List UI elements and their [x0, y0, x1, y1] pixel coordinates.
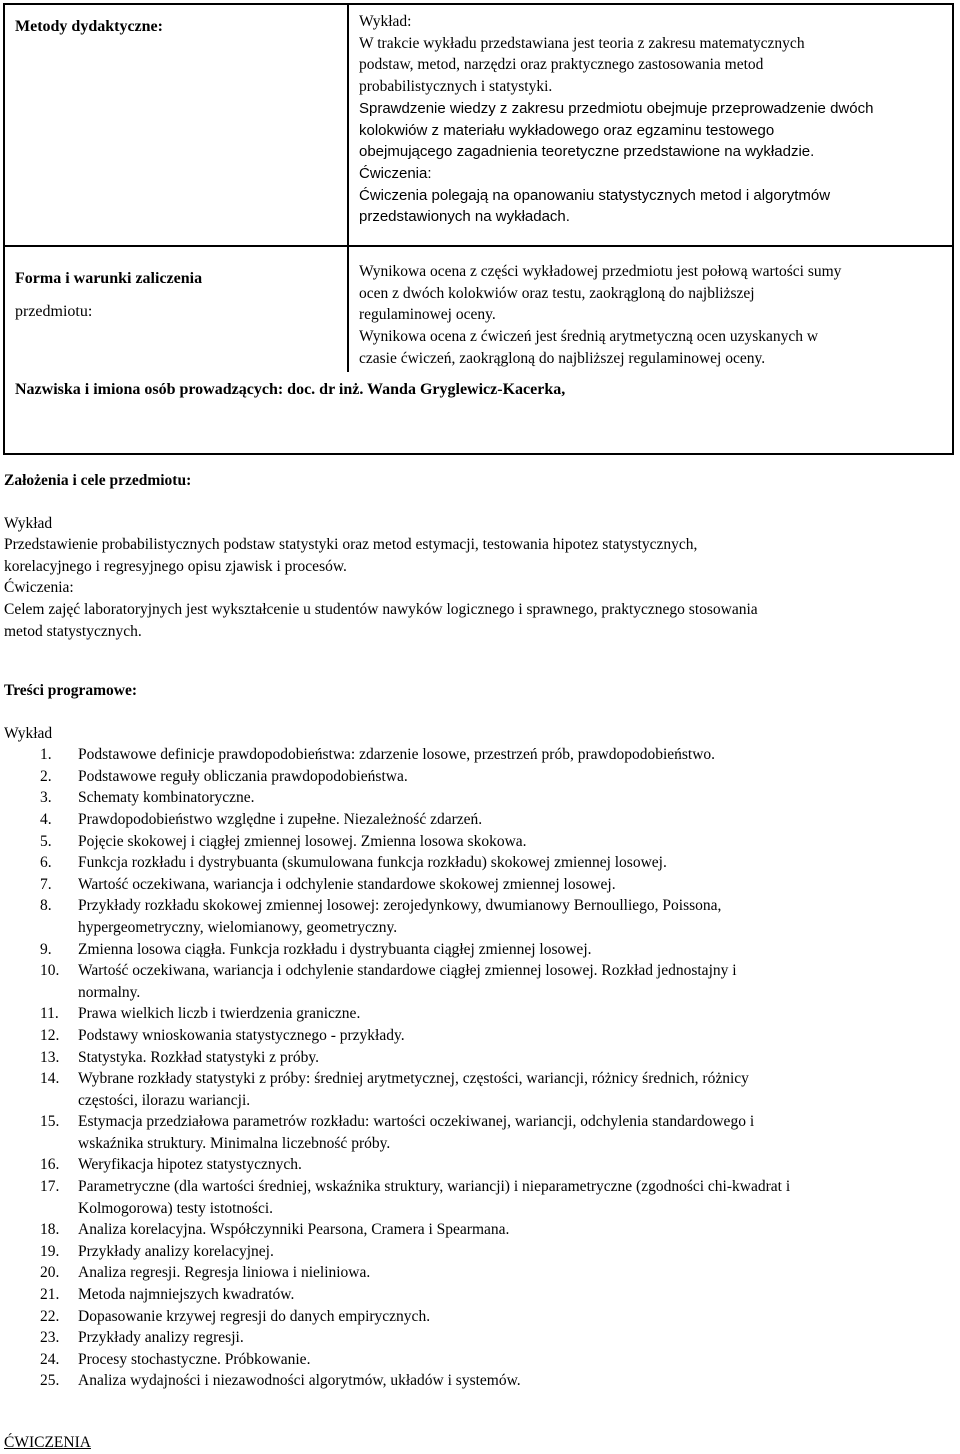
- list-item-text: Statystyka. Rozkład statystyki z próby.: [78, 1048, 319, 1066]
- goals-exercises-line: metod statystycznych.: [4, 622, 142, 640]
- goals-lecture-line: korelacyjnego i regresyjnego opisu zjawisk i procesów.: [4, 557, 347, 575]
- list-item-text: Weryfikacja hipotez statystycznych.: [78, 1156, 302, 1174]
- list-item-number: 8.: [40, 897, 52, 915]
- list-item-text: Wartość oczekiwana, wariancja i odchylenie standardowe skokowej zmiennej losowej.: [78, 875, 616, 893]
- assessment-line: czasie ćwiczeń, zaokrągloną do najbliższej regulaminowej oceny.: [359, 349, 766, 367]
- list-item-text: Analiza wydajności i niezawodności algorytmów, układów i systemów.: [78, 1372, 521, 1390]
- list-item-text: Kolmogorowa) testy istotności.: [78, 1199, 274, 1217]
- list-item: [4, 831, 950, 853]
- list-item-text: Metoda najmniejszych kwadratów.: [78, 1286, 295, 1304]
- list-item: [4, 787, 950, 809]
- list-item: [4, 1047, 950, 1069]
- list-item-text: hypergeometryczny, wielomianowy, geometryczny.: [78, 918, 398, 936]
- list-item-number: 17.: [40, 1178, 60, 1196]
- list-item: [4, 1284, 950, 1306]
- list-item: [4, 1068, 950, 1111]
- methods-line: W trakcie wykładu przedstawiana jest teoria z zakresu matematycznych: [359, 34, 805, 52]
- list-item-text: Podstawowe reguły obliczania prawdopodobieństwa.: [78, 767, 408, 785]
- program-lecture-label: Wykład: [4, 724, 53, 742]
- list-item: [4, 1306, 950, 1328]
- list-item-number: 5.: [40, 832, 52, 850]
- lecturers: Nazwiska i imiona osób prowadzących: doc. dr inż. Wanda Gryglewicz-Kacerka,: [15, 381, 566, 398]
- methods-line: Wykład:: [359, 13, 412, 30]
- list-item: [4, 1111, 950, 1154]
- list-item: [4, 766, 950, 788]
- list-item: [4, 939, 950, 961]
- list-item-text: Zmienna losowa ciągła. Funkcja rozkładu i dystrybuanta ciągłej zmiennej losowej.: [78, 940, 592, 958]
- list-item-text: Przykłady analizy regresji.: [78, 1329, 244, 1347]
- list-item: [4, 1370, 950, 1392]
- list-item-text: Przykłady analizy korelacyjnej.: [78, 1242, 274, 1260]
- list-item-number: 19.: [40, 1242, 60, 1260]
- list-item-text: Wartość oczekiwana, wariancja i odchylenie standardowe ciągłej zmiennej losowej. Rozkład jednostajny i: [78, 962, 737, 980]
- program-heading: Treści programowe:: [4, 682, 138, 699]
- list-item-number: 2.: [40, 767, 52, 785]
- assessment-line: Wynikowa ocena z ćwiczeń jest średnią arytmetyczną ocen uzyskanych w: [359, 328, 819, 346]
- list-item-number: 21.: [40, 1286, 60, 1304]
- methods-content: [359, 11, 929, 228]
- list-item-number: 25.: [40, 1372, 60, 1390]
- methods-label: Metody dydaktyczne:: [15, 18, 163, 35]
- assessment-content: [359, 261, 929, 370]
- list-item-number: 23.: [40, 1329, 60, 1347]
- list-item: [4, 852, 950, 874]
- list-item-text: Analiza korelacyjna. Współczynniki Pearsona, Cramera i Spearmana.: [78, 1221, 510, 1239]
- list-item-number: 1.: [40, 746, 52, 764]
- methods-line: obejmującego zagadnienia teoretyczne przedstawione na wykładzie.: [359, 143, 815, 161]
- list-item-number: 11.: [40, 1005, 59, 1023]
- methods-line: Sprawdzenie wiedzy z zakresu przedmiotu obejmuje przeprowadzenie dwóch: [359, 99, 874, 117]
- list-item-text: Procesy stochastyczne. Próbkowanie.: [78, 1350, 311, 1368]
- list-item: [4, 1241, 950, 1263]
- course-info-table: [3, 3, 954, 455]
- exercises-heading: ĆWICZENIA: [4, 1434, 91, 1451]
- list-item-text: Estymacja przedziałowa parametrów rozkładu: wartości oczekiwanej, wariancji, odchylenia standardowego i: [78, 1113, 755, 1131]
- list-item-text: Funkcja rozkładu i dystrybuanta (skumulowana funkcja rozkładu) skokowej zmiennej losowej.: [78, 854, 667, 872]
- methods-line: przedstawionych na wykładach.: [359, 208, 570, 226]
- list-item-number: 20.: [40, 1264, 60, 1282]
- methods-line: probabilistycznych i statystyki.: [359, 78, 553, 96]
- list-item-text: wskaźnika struktury. Minimalna liczebność próby.: [78, 1134, 391, 1152]
- methods-line: Ćwiczenia:: [359, 164, 432, 182]
- list-item-number: 7.: [40, 875, 52, 893]
- list-item-text: Prawa wielkich liczb i twierdzenia graniczne.: [78, 1005, 361, 1023]
- program-list: [4, 744, 950, 1392]
- list-item-text: Podstawowe definicje prawdopodobieństwa: zdarzenie losowe, przestrzeń prób, prawdopodobieństwo.: [78, 746, 716, 764]
- list-item: [4, 809, 950, 831]
- list-item-number: 14.: [40, 1070, 60, 1088]
- table-column-divider: [347, 5, 349, 372]
- list-item-number: 10.: [40, 962, 60, 980]
- list-item: [4, 1349, 950, 1371]
- list-item-number: 9.: [40, 940, 52, 958]
- list-item-number: 4.: [40, 810, 52, 828]
- list-item: [4, 1003, 950, 1025]
- goals-section: [4, 470, 950, 642]
- assessment-label-cont: przedmiotu:: [15, 303, 93, 320]
- goals-exercises-label: Ćwiczenia:: [4, 579, 74, 597]
- list-item: [4, 960, 950, 1003]
- list-item-text: Parametryczne (dla wartości średniej, wskaźnika struktury, wariancji) i nieparametryczne (zgodności chi-kwadrat i: [78, 1178, 791, 1196]
- list-item: [4, 744, 950, 766]
- list-item: [4, 1025, 950, 1047]
- goals-exercises-line: Celem zajęć laboratoryjnych jest wykształcenie u studentów nawyków logicznego i sprawnego, praktycznego stosowania: [4, 600, 758, 618]
- list-item-number: 12.: [40, 1026, 60, 1044]
- list-item-text: Podstawy wnioskowania statystycznego - przykłady.: [78, 1026, 405, 1044]
- list-item-number: 15.: [40, 1113, 60, 1131]
- list-item-number: 3.: [40, 789, 52, 807]
- assessment-line: Wynikowa ocena z części wykładowej przedmiotu jest połową wartości sumy: [359, 263, 842, 280]
- assessment-line: ocen z dwóch kolokwiów oraz testu, zaokrągloną do najbliższej: [359, 284, 755, 302]
- list-item-text: częstości, ilorazu wariancji.: [78, 1091, 251, 1109]
- list-item: [4, 1262, 950, 1284]
- methods-line: Ćwiczenia polegają na opanowaniu statystycznych metod i algorytmów: [359, 186, 831, 204]
- list-item-number: 6.: [40, 854, 52, 872]
- list-item-number: 22.: [40, 1307, 60, 1325]
- list-item-number: 16.: [40, 1156, 60, 1174]
- list-item-number: 24.: [40, 1350, 60, 1368]
- list-item-text: Przykłady rozkładu skokowej zmiennej losowej: zerojedynkowy, dwumianowy Bernoulliego, Poissona,: [78, 897, 722, 915]
- list-item: [4, 1219, 950, 1241]
- list-item-text: Analiza regresji. Regresja liniowa i nieliniowa.: [78, 1264, 371, 1282]
- list-item: [4, 1154, 950, 1176]
- assessment-label: Forma i warunki zaliczenia: [15, 270, 203, 287]
- list-item: [4, 1176, 950, 1219]
- list-item-text: Dopasowanie krzywej regresji do danych empirycznych.: [78, 1307, 431, 1325]
- list-item-text: Pojęcie skokowej i ciągłej zmiennej losowej. Zmienna losowa skokowa.: [78, 832, 527, 850]
- goals-heading: Założenia i cele przedmiotu:: [4, 472, 192, 489]
- list-item-number: 13.: [40, 1048, 60, 1066]
- list-item: [4, 1327, 950, 1349]
- goals-lecture-label: Wykład: [4, 514, 53, 532]
- table-row-divider: [5, 245, 952, 247]
- program-section: [4, 680, 950, 1392]
- list-item-text: normalny.: [78, 983, 141, 1001]
- methods-line: podstaw, metod, narzędzi oraz praktycznego zastosowania metod: [359, 56, 764, 74]
- list-item: [4, 895, 950, 938]
- list-item-number: 18.: [40, 1221, 60, 1239]
- goals-lecture-line: Przedstawienie probabilistycznych podstaw statystyki oraz metod estymacji, testowania hipotez statystycznych,: [4, 536, 698, 554]
- methods-line: kolokwiów z materiału wykładowego oraz egzaminu testowego: [359, 121, 775, 139]
- list-item: [4, 874, 950, 896]
- list-item-text: Wybrane rozkłady statystyki z próby: średniej arytmetycznej, częstości, wariancji, różnicy średnich, różnicy: [78, 1070, 749, 1088]
- list-item-text: Schematy kombinatoryczne.: [78, 789, 255, 807]
- assessment-line: regulaminowej oceny.: [359, 306, 496, 324]
- list-item-text: Prawdopodobieństwo względne i zupełne. Niezależność zdarzeń.: [78, 810, 483, 828]
